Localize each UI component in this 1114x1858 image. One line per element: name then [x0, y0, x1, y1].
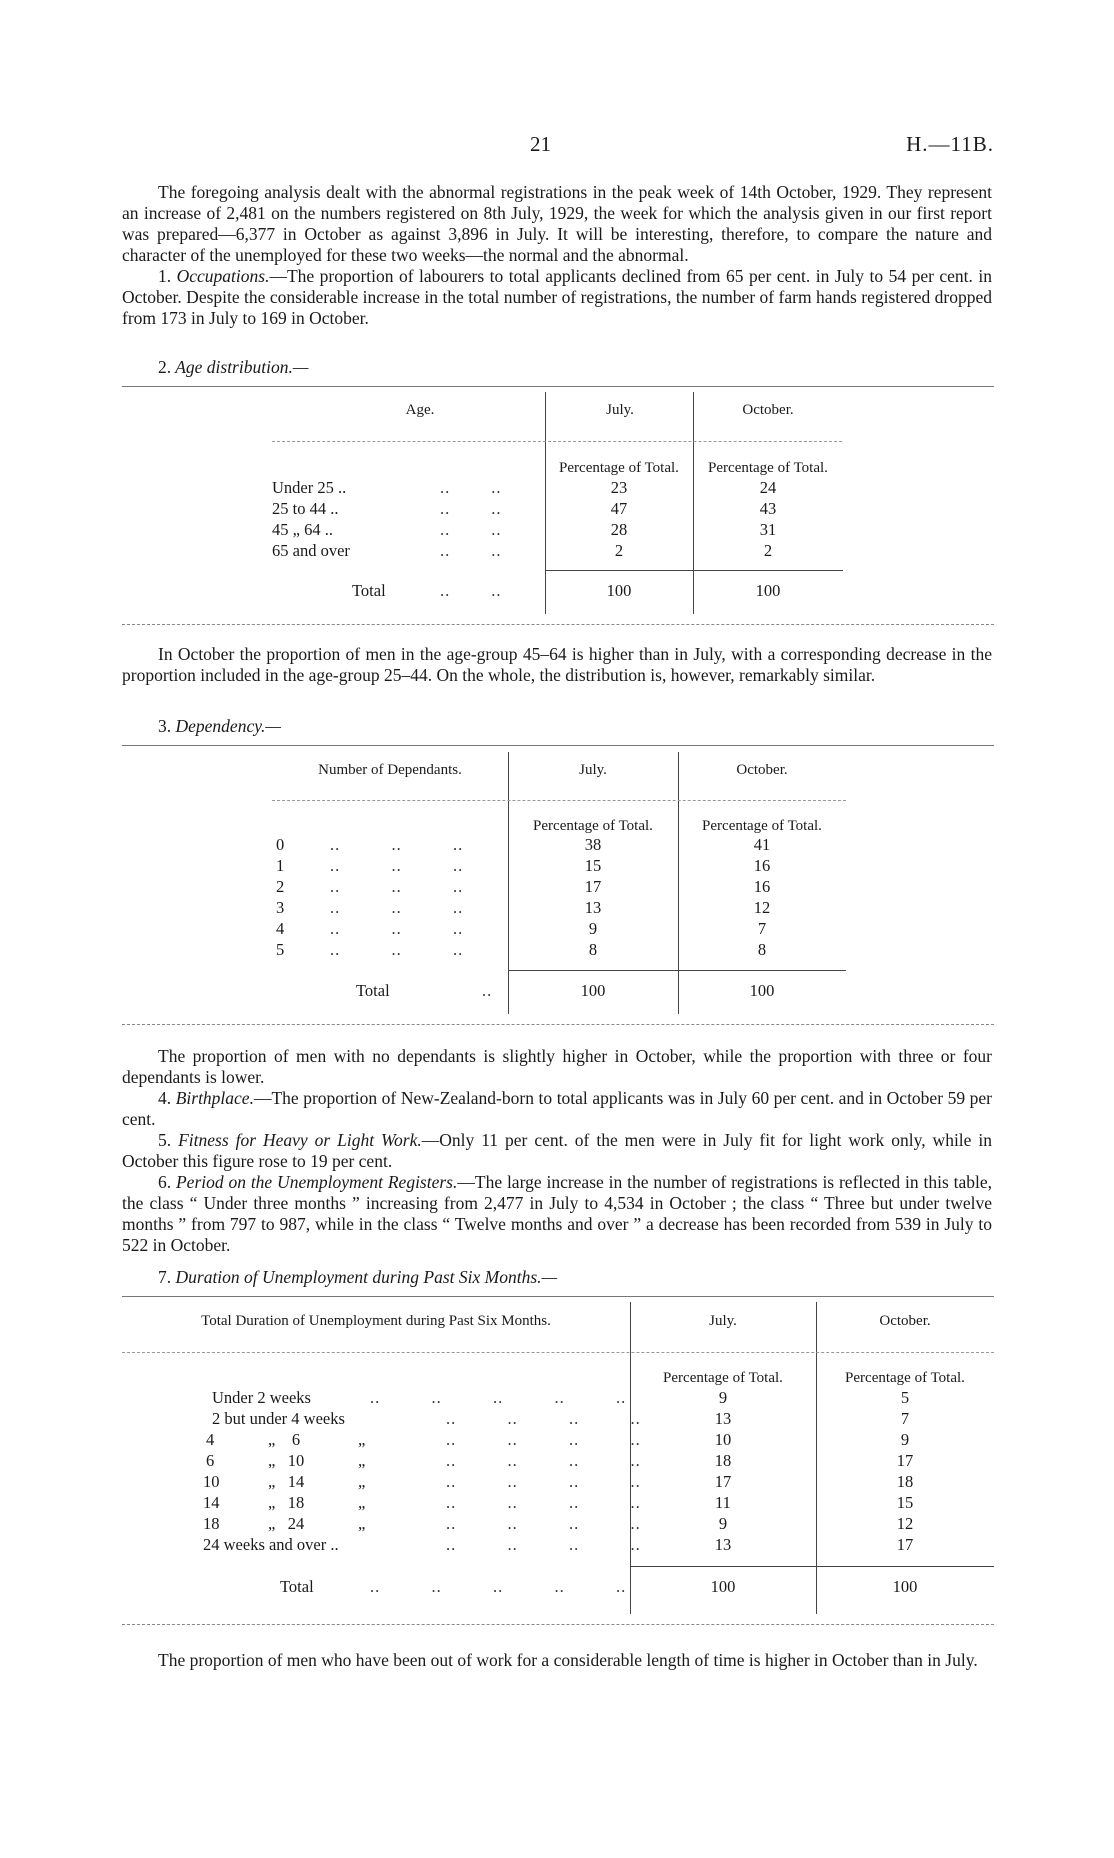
dependency-row-october: 41: [753, 835, 771, 854]
fitness-heading: Fitness for Heavy or Light Work.: [178, 1130, 422, 1150]
duration-row-october: 9: [900, 1430, 910, 1449]
age-row-july: 47: [610, 499, 628, 518]
duration-total-rule: [630, 1566, 994, 1567]
duration-row-from: 4: [206, 1430, 215, 1449]
occupations-heading: Occupations.: [176, 266, 270, 286]
intro-section: [122, 182, 992, 329]
duration-row-to: „ 10: [268, 1451, 305, 1470]
leader-dots: .. .. .. ..: [446, 1430, 641, 1449]
duration-row-october: 17: [896, 1535, 914, 1554]
age-row-october: 31: [759, 520, 777, 539]
middle-section: [122, 1046, 992, 1256]
duration-row-label: 24 weeks and over ..: [203, 1535, 339, 1554]
closing-paragraph: The proportion of men who have been out of work for a considerable length of time is higher in October than in July.: [158, 1650, 978, 1670]
duration-heading-number: 7.: [158, 1267, 172, 1287]
duration-row-july: 11: [715, 1493, 731, 1512]
leader-dots: .. .. ..: [330, 940, 464, 959]
age-total-rule: [545, 570, 843, 571]
dependency-row-july: 38: [584, 835, 602, 854]
duration-row-to: „ 6: [268, 1430, 301, 1449]
dependency-heading-title: Dependency.—: [175, 716, 281, 736]
leader-dots: .. .. .. ..: [446, 1451, 641, 1470]
leader-dots: .. .. ..: [330, 919, 464, 938]
duration-row-october: 17: [896, 1451, 914, 1470]
dependency-heading-number: 3.: [158, 716, 172, 736]
dependency-row-label: 0: [276, 835, 285, 854]
leader-dots: .. .. .. ..: [446, 1514, 641, 1533]
dependency-row-july: 9: [588, 919, 598, 938]
intro-paragraph: The foregoing analysis dealt with the abnormal registrations in the peak week of 14th October, 1929. They represent an increase of 2,481 on the numbers registered on 8th July, 1929, the week for which the analysis given in our first report was prepared—6,377 in October as against 3,896 in July. It will be interesting, therefore, to compare the nature and character of the unemployed for these two weeks—the normal and the abnormal.: [122, 182, 992, 265]
age-row-october: 24: [759, 478, 777, 497]
leader-dots: .. .. .. ..: [446, 1535, 641, 1554]
duration-header-rule: [122, 1352, 994, 1353]
duration-row-unit: „: [358, 1451, 366, 1470]
dependency-total-july: 100: [580, 981, 606, 1000]
duration-row-july: 9: [718, 1388, 728, 1407]
leader-dots: .. .. .. .. ..: [370, 1388, 627, 1407]
age-col-header: Age.: [405, 402, 435, 418]
duration-row-july: 17: [714, 1472, 732, 1491]
leader-dots: .. .. .. ..: [446, 1493, 641, 1512]
fitness-paragraph: [122, 1130, 992, 1172]
duration-row-october: 5: [900, 1388, 910, 1407]
leader-dots: ..: [482, 981, 493, 1000]
age-heading-title: Age distribution.—: [175, 357, 309, 377]
age-heading: [158, 357, 308, 378]
age-table-bottom-rule: [122, 624, 994, 625]
dependency-row-july: 15: [584, 856, 602, 875]
occupations-paragraph: [122, 266, 992, 329]
duration-row-october: 7: [900, 1409, 910, 1428]
registers-number: 6.: [158, 1172, 172, 1192]
duration-row-to: „ 14: [268, 1472, 305, 1491]
leader-dots: .. .. ..: [330, 856, 464, 875]
dependency-table-bottom-rule: [122, 1024, 994, 1025]
leader-dots: .. .. ..: [330, 877, 464, 896]
duration-row-from: 6: [206, 1451, 215, 1470]
duration-row-from: 14: [203, 1493, 220, 1512]
dependency-row-october: 16: [753, 877, 771, 896]
leader-dots: .. ..: [440, 581, 502, 600]
dependency-row-october: 16: [753, 856, 771, 875]
dependency-row-october: 8: [757, 940, 767, 959]
dependency-july-subheader: Percentage of Total.: [533, 818, 653, 834]
closing-section: [122, 1650, 992, 1671]
age-total-october: 100: [755, 581, 781, 600]
leader-dots: .. .. ..: [330, 835, 464, 854]
leader-dots: .. .. .. ..: [446, 1409, 641, 1428]
dependency-col-header: Number of Dependants.: [318, 762, 462, 778]
dependency-october-subheader: Percentage of Total.: [702, 818, 822, 834]
leader-dots: .. ..: [440, 541, 502, 560]
duration-row-july: 18: [714, 1451, 732, 1470]
age-row-july: 2: [614, 541, 624, 560]
age-total-label: Total: [352, 581, 386, 600]
dependency-heading: [158, 716, 281, 737]
duration-row-to: „ 18: [268, 1493, 305, 1512]
leader-dots: .. .. .. ..: [446, 1472, 641, 1491]
leader-dots: .. .. .. .. ..: [370, 1577, 627, 1596]
duration-row-july: 13: [714, 1535, 732, 1554]
duration-row-july: 10: [714, 1430, 732, 1449]
dependency-row-july: 17: [584, 877, 602, 896]
duration-row-unit: „: [358, 1430, 366, 1449]
duration-row-unit: „: [358, 1493, 366, 1512]
age-total-july: 100: [606, 581, 632, 600]
duration-col-header: Total Duration of Unemployment during Past Six Months.: [201, 1313, 551, 1329]
duration-heading-title: Duration of Unemployment during Past Six Months.—: [175, 1267, 558, 1287]
duration-heading: [158, 1267, 557, 1288]
occupations-text: —The proportion of labourers to total applicants declined from 65 per cent. in July to 54 per cent. in October. Despite the considerable increase in the total number of registrations, the number of farm hands registered dropped from 173 in July to 169 in October.: [122, 266, 992, 328]
duration-table-top-rule: [122, 1296, 994, 1297]
dependency-total-october: 100: [749, 981, 775, 1000]
birthplace-paragraph: [122, 1088, 992, 1130]
duration-july-header: July.: [709, 1313, 737, 1329]
dependency-row-october: 7: [757, 919, 767, 938]
duration-row-october: 18: [896, 1472, 914, 1491]
age-heading-number: 2.: [158, 357, 172, 377]
age-row-label: 45 „ 64 ..: [272, 520, 333, 539]
age-table-top-rule: [122, 386, 994, 387]
dependency-header-rule: [272, 800, 846, 801]
dependency-row-label: 3: [276, 898, 285, 917]
page-number: 21: [530, 132, 551, 156]
registers-heading: Period on the Unemployment Registers.: [175, 1172, 458, 1192]
dependency-table-top-rule: [122, 745, 994, 746]
age-commentary: [122, 644, 992, 686]
duration-row-unit: „: [358, 1514, 366, 1533]
dependency-total-rule: [508, 970, 846, 971]
birthplace-text: —The proportion of New-Zealand-born to total applicants was in July 60 per cent. and in October 59 per cent.: [122, 1088, 993, 1129]
duration-row-label: 2 but under 4 weeks: [212, 1409, 345, 1428]
age-row-october: 2: [763, 541, 773, 560]
fitness-number: 5.: [158, 1130, 172, 1150]
duration-row-october: 12: [896, 1514, 914, 1533]
duration-row-to: „ 24: [268, 1514, 305, 1533]
birthplace-heading: Birthplace.: [175, 1088, 254, 1108]
dependency-row-label: 1: [276, 856, 285, 875]
birthplace-number: 4.: [158, 1088, 172, 1108]
leader-dots: .. ..: [440, 478, 502, 497]
dependency-row-label: 5: [276, 940, 285, 959]
duration-row-july: 13: [714, 1409, 732, 1428]
duration-row-october: 15: [896, 1493, 914, 1512]
leader-dots: .. .. ..: [330, 898, 464, 917]
duration-october-header: October.: [879, 1313, 931, 1329]
duration-july-subheader: Percentage of Total.: [663, 1370, 783, 1386]
duration-total-october: 100: [892, 1577, 918, 1596]
age-row-label: Under 25 ..: [272, 478, 347, 497]
duration-total-july: 100: [710, 1577, 736, 1596]
registers-text: —The large increase in the number of registrations is reflected in this table, the class “ Under three months ” increasing from 2,477 in July to 4,534 in October ; the class “ Three but under twelve months ” from 797 to 987, while in the class “ Twelve months and over ” a decrease has been recorded from 539 in July to 522 in October.: [122, 1172, 993, 1255]
age-row-october: 43: [759, 499, 777, 518]
duration-row-july: 9: [718, 1514, 728, 1533]
dependency-row-label: 4: [276, 919, 285, 938]
dependency-row-october: 12: [753, 898, 771, 917]
dependency-row-label: 2: [276, 877, 285, 896]
age-row-label: 25 to 44 ..: [272, 499, 339, 518]
dependency-october-header: October.: [736, 762, 788, 778]
dependency-july-header: July.: [579, 762, 607, 778]
leader-dots: .. ..: [440, 520, 502, 539]
age-october-subheader: Percentage of Total.: [708, 460, 828, 476]
dependency-row-july: 8: [588, 940, 598, 959]
duration-row-from: 10: [203, 1472, 220, 1491]
dependency-commentary: The proportion of men with no dependants is slightly higher in October, while the proportion with three or four dependants is lower.: [122, 1046, 992, 1087]
age-header-rule: [272, 441, 842, 442]
age-july-subheader: Percentage of Total.: [559, 460, 679, 476]
duration-table-bottom-rule: [122, 1624, 994, 1625]
age-row-july: 28: [610, 520, 628, 539]
registers-paragraph: [122, 1172, 992, 1256]
fitness-text: —Only 11 per cent. of the men were in July fit for light work only, while in October this figure rose to 19 per cent.: [122, 1130, 993, 1171]
age-july-header: July.: [606, 402, 634, 418]
document-reference: H.—11B.: [906, 132, 994, 156]
occupations-number: 1.: [158, 266, 172, 286]
duration-october-subheader: Percentage of Total.: [845, 1370, 965, 1386]
age-october-header: October.: [742, 402, 794, 418]
duration-row-unit: „: [358, 1472, 366, 1491]
duration-row-label: Under 2 weeks: [212, 1388, 311, 1407]
duration-row-from: 18: [203, 1514, 220, 1533]
dependency-row-july: 13: [584, 898, 602, 917]
duration-total-label: Total: [280, 1577, 314, 1596]
age-row-label: 65 and over: [272, 541, 350, 560]
leader-dots: .. ..: [440, 499, 502, 518]
age-commentary-text: In October the proportion of men in the age-group 45–64 is higher than in July, with a corresponding decrease in the proportion included in the age-group 25–44. On the whole, the distribution is, however, remarkably similar.: [122, 644, 992, 685]
age-row-july: 23: [610, 478, 628, 497]
dependency-total-label: Total: [356, 981, 390, 1000]
